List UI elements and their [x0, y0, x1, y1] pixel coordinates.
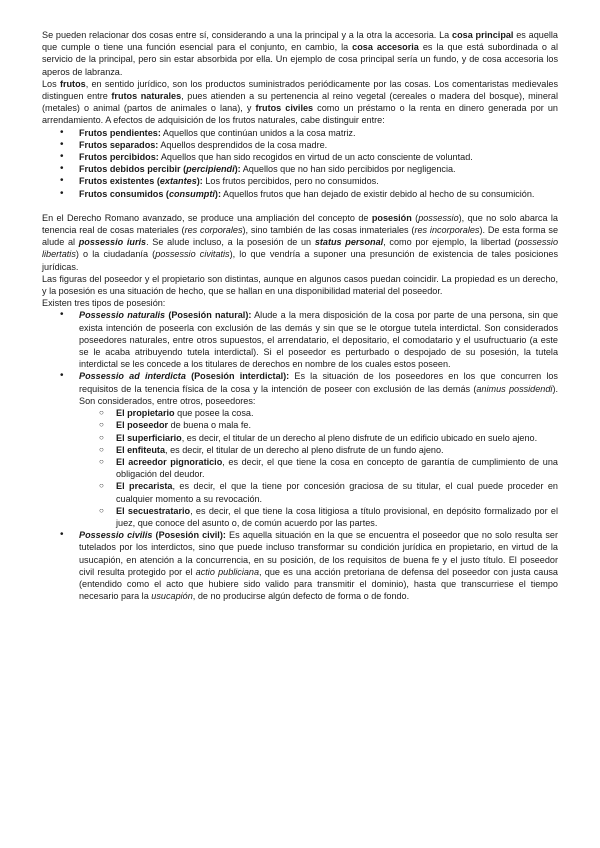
paragraph-posesion: [42, 212, 558, 273]
sublist-item: [79, 444, 558, 456]
item-text: , es decir, el titular de un derecho al pleno disfrute de un edificio ubicado en suelo ajeno.: [181, 432, 538, 443]
item-label: El secuestratario: [116, 505, 191, 516]
item-label: Frutos separados:: [79, 139, 159, 150]
latin-term: actio publiciana: [195, 566, 260, 577]
label-latin: extantes: [159, 176, 197, 187]
text: ) o la ciudadanía (: [75, 249, 156, 260]
text: Los: [42, 78, 60, 89]
label-part: ):: [214, 188, 221, 199]
item-label: [79, 164, 241, 174]
frutos-list: [42, 127, 558, 200]
text: ), que no solo abarca la tenencia real de cosas materiales (: [42, 212, 558, 236]
text: , como por ejemplo, la libertad (: [383, 237, 518, 248]
label-part: ):: [234, 164, 241, 175]
item-text: Alude a la mera disposición de la cosa por parte de una persona, sin que exista intención de poseerla con exclusión de las demás y sin que se le otorgue tutela interdictal. Son considerados poseedores naturales, entre otros supuestos, el arrendatario, el depositario, el comodatario y el usufructuario (a este se le acaba atribuyendo tutela interdictal). Si el poseedor es perturbado o despojado de su posesión, la tutela interdictal se les concede a los titulares de derechos en nombre de los cuales estos poseen.: [79, 310, 558, 370]
text: En el Derecho Romano avanzado, se produce una ampliación del concepto de: [42, 212, 372, 223]
list-item: [42, 188, 558, 200]
item-label: El superficiario: [116, 432, 182, 443]
item-text: , es decir, el que tiene la cosa litigiosa a título provisional, en depósito formalizado por el juez, que conoce del asunto o, de común acuerdo por las partes.: [116, 505, 558, 528]
label-part: Frutos existentes (: [79, 176, 160, 187]
paragraph-cosas: [42, 29, 558, 78]
text: , pues atienden a su pertenencia al reino vegetal (cereales o madera del bosque), mineral (metales) o animal (partos de animales o lana), y: [42, 91, 558, 114]
text: ), sino también de las cosas inmateriales (: [242, 225, 415, 236]
item-text: Aquellos que han sido recogidos en virtud de un acto consciente de voluntad.: [158, 152, 473, 163]
item-text: Aquellos que no han sido percibidos por negligencia.: [240, 164, 456, 175]
item-latin-label: Possessio ad interdicta: [79, 371, 186, 382]
latin-term: res corporales: [184, 225, 243, 236]
term-cosa-principal: cosa principal: [452, 30, 514, 40]
item-text: , es decir, el titular de un derecho al pleno disfrute de un fundo ajeno.: [165, 444, 444, 455]
item-label: Frutos pendientes:: [79, 127, 161, 138]
latin-term: possessio civitatis: [155, 249, 230, 260]
sublist-item: [79, 505, 558, 529]
item-text: , que es una acción pretoriana de defensa del poseedor con justa causa (entendido como el acto que hubiere sido valido para transmitir el dominio), hasta que transcurriese el tiempo necesario para la: [79, 566, 558, 602]
item-label: El precarista: [116, 481, 173, 492]
text: como un préstamo o la renta en dinero generada por un arrendamiento. A efectos de adquisición de los frutos naturales, cabe distinguir entre:: [42, 103, 558, 126]
item-label: El acreedor pignoraticio: [116, 456, 223, 467]
item-text: , es decir, el que tiene la cosa en concepto de garantía de cumplimiento de una obligación del deudor.: [116, 456, 558, 480]
item-label: El propietario: [116, 408, 175, 419]
item-label: (Posesión natural):: [165, 310, 252, 321]
list-item: [42, 139, 558, 151]
latin-term: possessio libertatis: [42, 237, 559, 260]
list-item: [42, 127, 558, 139]
item-text: Aquellos que continúan unidos a la cosa matriz.: [160, 127, 356, 138]
text: (: [411, 212, 419, 223]
text: . Se alude incluso, a la posesión de un: [146, 237, 315, 248]
item-label: Frutos percibidos:: [79, 152, 159, 163]
item-text: Es la situación de los poseedores en los que concurren los requisitos de la tenencia física de la cosa y la intención de poseer con exclusión de las demás (: [79, 371, 558, 394]
sublist-item: [79, 432, 558, 444]
list-item: [42, 151, 558, 163]
item-latin-label: Possessio naturalis: [79, 310, 166, 321]
item-label: El poseedor: [116, 420, 169, 431]
sublist-item: [79, 456, 558, 480]
item-text: ). Son considerados, entre otros, poseedores:: [79, 383, 558, 406]
text: , en sentido jurídico, son los productos suministrados periódicamente por las cosas. Los comentaristas medievales distinguen entre: [42, 78, 558, 102]
item-label: [79, 176, 203, 186]
sublist-item: [79, 480, 558, 504]
term-frutos: frutos: [59, 78, 86, 89]
label-part: ):: [196, 176, 203, 187]
paragraph-poseedor-propietario: Las figuras del poseedor y el propietario son distintas, aunque en algunos casos puedan coincidir. La propiedad es un derecho, y la posesión es una situación de hecho, que se hallan en una disponibilidad material del poseedor.: [42, 273, 558, 297]
item-label: [79, 189, 221, 199]
list-item: [42, 163, 558, 175]
text: es la que está subordinada o al servicio de la principal, pero sin estar absorbida por ella. Un ejemplo de cosa principal sería un fundo, y de cosa accesoria los aperos de labranza.: [42, 42, 558, 77]
item-latin-label: Possessio civilis: [79, 530, 153, 541]
text: es aquella que cumple o tiene una función esencial para el conjunto, en cambio, la: [42, 30, 558, 53]
term-status-personal: status personal: [314, 237, 384, 248]
list-item-possessio-ad-interdicta: [42, 370, 558, 529]
label-latin: consumpti: [168, 188, 215, 199]
poseedores-sublist: [79, 407, 558, 529]
term-posesion: posesión: [371, 212, 412, 223]
latin-term: animus possidendi: [476, 383, 553, 394]
text: ), lo que vendría a suponer una presunción de existencia de tales posiciones jurídicas.: [42, 249, 558, 272]
item-text: , de no producirse algún defecto de forma o de fondo.: [192, 591, 410, 602]
item-label: El enfiteuta: [116, 444, 166, 455]
item-text: Es aquella situación en la que se encuentra el poseedor que no solo resulta ser tutelados por los interdictos, sino que puede incluso transformar su condición jurídica en propietario, en virtud de la usucapión, en atención a la concurrencia, en su posición, de los requisitos de buena fe y el justo título. El poseedor civil resulta protegido por el: [79, 530, 559, 577]
list-item-possessio-naturalis: [42, 309, 558, 370]
item-text: de buena o mala fe.: [168, 420, 251, 431]
term-possessio-iuris: possessio iuris: [78, 237, 147, 248]
item-text: Aquellos desprendidos de la cosa madre.: [158, 139, 328, 150]
term-frutos-naturales: frutos naturales: [111, 91, 182, 102]
item-text: Los frutos percibidos, pero no consumidos.: [202, 176, 379, 187]
item-text: que posee la cosa.: [174, 408, 254, 419]
paragraph-frutos: [42, 78, 558, 127]
term-cosa-accesoria: cosa accesoria: [352, 42, 419, 53]
paragraph-tipos-intro: Existen tres tipos de posesión:: [42, 298, 166, 309]
latin-term: possessio: [418, 212, 459, 223]
label-part: Frutos consumidos (: [79, 188, 169, 199]
list-item: [42, 175, 558, 187]
text: ). De esta forma se alude al: [42, 225, 559, 248]
label-part: Frutos debidos percibir (: [79, 164, 187, 175]
latin-term: usucapión: [151, 591, 193, 602]
tipos-posesion-list: [42, 309, 558, 602]
latin-term: res incorporales: [414, 225, 480, 236]
term-frutos-civiles: frutos civiles: [255, 103, 314, 114]
spacer: [42, 200, 558, 212]
label-latin: percipiendi: [186, 164, 235, 175]
item-text: , es decir, el que la tiene por concesión graciosa de su titular, el cual puede proceder en cualquier momento a su revocación.: [116, 481, 558, 504]
item-label: (Posesión civil):: [152, 530, 226, 541]
sublist-item: [79, 419, 558, 431]
sublist-item: [79, 407, 558, 419]
list-item-possessio-civilis: [42, 529, 558, 602]
item-text: Aquellos frutos que han dejado de existir debido al hecho de su consumición.: [220, 188, 535, 199]
text: Se pueden relacionar dos cosas entre sí, considerando a una la principal y a la otra la accesoria. La: [42, 30, 453, 40]
item-label: (Posesión interdictal):: [185, 371, 290, 382]
